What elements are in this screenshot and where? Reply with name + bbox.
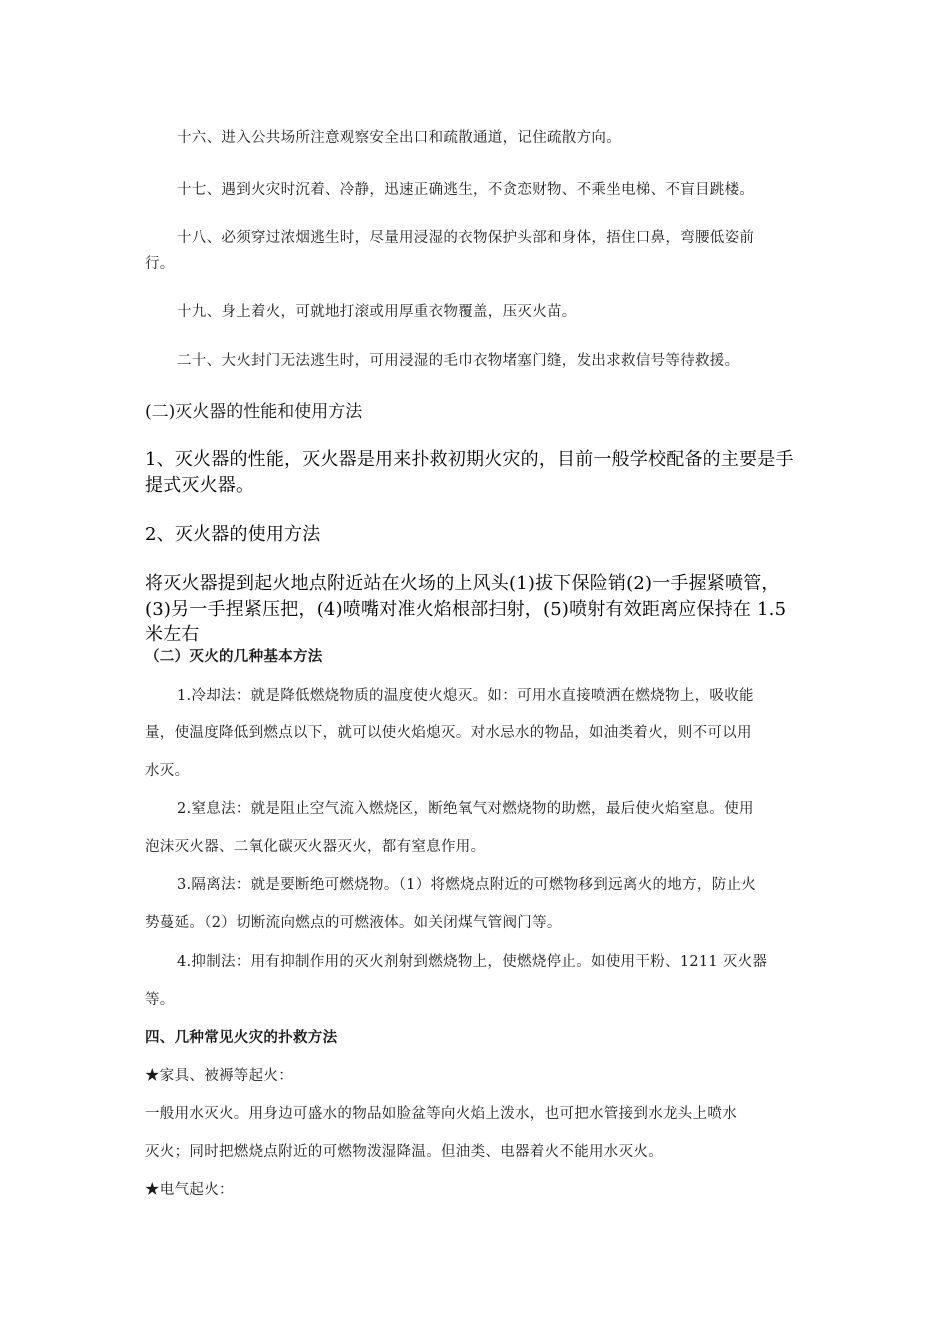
method-1-line-2: 量，使温度降低到燃点以下，就可以使火焰熄灭。对水忌水的物品，如油类着火，则不可以用 [145, 725, 752, 741]
method-3-line-2: 势蔓延。（2）切断流向燃点的可燃液体。如关闭煤气管阀门等。 [145, 915, 562, 931]
furniture-fire-title: ★家具、被褥等起火： [145, 1068, 293, 1084]
section-4-heading: 四、几种常见火灾的扑救方法 [145, 1029, 338, 1046]
electric-fire-title: ★电气起火： [145, 1182, 234, 1198]
rule-18: 十八、必须穿过浓烟逃生时，尽量用浸湿的衣物保护头部和身体，捂住口鼻，弯腰低姿前 [177, 230, 755, 246]
method-3-line-1: 3.隔离法：就是要断绝可燃烧物。（1）将燃烧点附近的可燃物移到远离火的地方，防止火 [177, 877, 757, 893]
rule-16: 十六、进入公共场所注意观察安全出口和疏散通道，记住疏散方向。 [177, 130, 621, 146]
method-2-line-1: 2.窒息法：就是阻止空气流入燃烧区，断绝氧气对燃烧物的助燃，最后使火焰窒息。使用 [177, 801, 754, 817]
extinguisher-performance-line-1: 1、灭火器的性能，灭火器是用来扑救初期火灾的，目前一般学校配备的主要是手 [145, 449, 794, 470]
rule-20: 二十、大火封门无法逃生时，可用浸湿的毛巾衣物堵塞门缝，发出求救信号等待救援。 [177, 353, 740, 369]
method-4-line-1: 4.抑制法：用有抑制作用的灭火剂射到燃烧物上，使燃烧停止。如使用干粉、1211 灭火器 [177, 954, 768, 970]
rule-17: 十七、遇到火灾时沉着、冷静，迅速正确逃生，不贪恋财物、不乘坐电梯、不盲目跳楼。 [177, 182, 755, 198]
method-4-line-2: 等。 [145, 992, 175, 1008]
extinguisher-performance-line-2: 提式灭火器。 [145, 475, 255, 496]
rule-18-continued: 行。 [145, 256, 175, 272]
furniture-fire-line-2: 灭火；同时把燃烧点附近的可燃物泼湿降温。但油类、电器着火不能用水灭火。 [145, 1144, 663, 1160]
methods-heading: （二）灭火的几种基本方法 [145, 648, 323, 665]
furniture-fire-line-1: 一般用水灭火。用身边可盛水的物品如脸盆等向火焰上泼水，也可把水管接到水龙头上喷水 [145, 1106, 737, 1122]
extinguisher-heading: (二)灭火器的性能和使用方法 [145, 402, 363, 422]
method-1-line-3: 水灭。 [145, 763, 190, 779]
usage-line-2: (3)另一手捏紧压把，(4)喷嘴对准火焰根部扫射，(5)喷射有效距离应保持在 1.5 [145, 599, 787, 620]
rule-19: 十九、身上着火，可就地打滚或用厚重衣物覆盖，压灭火苗。 [177, 304, 577, 320]
method-2-line-2: 泡沫灭火器、二氧化碳灭火器灭火，都有窒息作用。 [145, 839, 486, 855]
method-1-line-1: 1.冷却法：就是降低燃烧物质的温度使火熄灭。如：可用水直接喷洒在燃烧物上，吸收能 [177, 688, 754, 704]
usage-heading: 2、灭火器的使用方法 [145, 524, 321, 545]
usage-line-3: 米左右 [145, 624, 200, 645]
usage-line-1: 将灭火器提到起火地点附近站在火场的上风头(1)拔下保险销(2)一手握紧喷管， [145, 573, 780, 594]
